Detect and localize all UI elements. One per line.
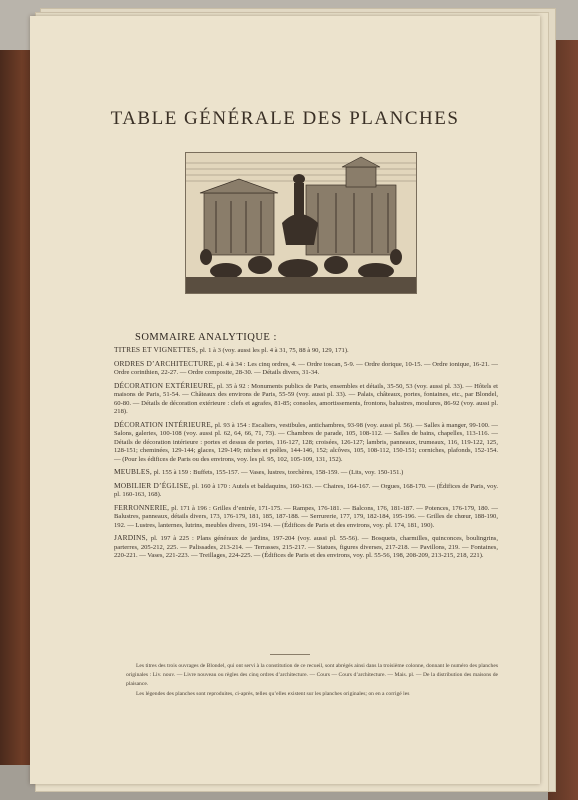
- footnote: Les titres des trois ouvrages de Blondel, qui ont servi à la constitution de ce recueil, sont abrégés ainsi dans la troisième colonne, donnant le numéro des planches originales : Liv. nouv. — Livre nouveau ou règles des cinq ordres d’architecture. — Cours — Cours d’architecture. — Mais. pl. — De la distribution des maisons de plaisance.: [126, 663, 498, 687]
- entry-text: pl. 171 à 196 : Grilles d’entrée, 171-175. — Rampes, 176-181. — Balcons, 176, 181-187. — Potences, 176-179, 180. — Balustres, panneaux, détails divers, 173, 176-179, 181, 185, 187-188. — Serrurerie, 177, 179, 182-184, 195-196. — Grilles de chœur, 188-190, 192. — Lustres, lanternes, lutrins, meubles divers, 191-194. — (Édifices de Paris et des environs, voy. pl. 174, 181, 190).: [114, 504, 498, 529]
- entry-text: pl. 155 à 159 : Buffets, 155-157. — Vases, lustres, torchères, 158-159. — (Lits, voy. 150-151.): [151, 469, 404, 476]
- entry-heading: MOBILIER D’ÉGLISE,: [114, 480, 191, 490]
- entry-decoration-exterieure: [114, 382, 498, 417]
- divider: [270, 654, 310, 655]
- entry-heading: MEUBLES,: [114, 467, 152, 476]
- document-page: [30, 16, 540, 784]
- entry-mobilier-eglise: [114, 482, 498, 500]
- entry-text: pl. 160 à 170 : Autels et baldaquins, 160-163. — Chaires, 164-167. — Orgues, 168-170. — (Édifices de Paris, voy. pl. 160-163, 168).: [114, 482, 498, 498]
- entry-heading: TITRES ET VIGNETTES,: [114, 345, 198, 354]
- summary-heading: SOMMAIRE ANALYTIQUE :: [135, 332, 277, 343]
- summary-entries: [114, 346, 498, 561]
- entry-text: pl. 1 à 3 (voy. aussi les pl. 4 à 31, 75, 88 à 90, 129, 171).: [198, 347, 349, 354]
- entry-decoration-interieure: [114, 421, 498, 465]
- page-title: TABLE GÉNÉRALE DES PLANCHES: [110, 108, 460, 129]
- footnote: Les légendes des planches sont reproduites, ci-après, telles qu’elles existent sur les planches originales; on en a corrigé les: [136, 691, 410, 697]
- entry-titres: [114, 346, 498, 356]
- entry-jardins: [114, 534, 498, 561]
- entry-heading: DÉCORATION EXTÉRIEURE,: [114, 380, 216, 390]
- entry-heading: DÉCORATION INTÉRIEURE,: [114, 419, 213, 429]
- entry-ferronnerie: [114, 504, 498, 531]
- entry-meubles: [114, 468, 498, 478]
- entry-text: pl. 4 à 34 : Les cinq ordres, 4. — Ordre toscan, 5-9. — Ordre dorique, 10-15. — Ordre ionique, 16-21. — Ordre corinthien, 22-27. — Ordre composite, 28-30. — Détails divers, 31-34.: [114, 360, 498, 376]
- entry-heading: ORDRES D’ARCHITECTURE,: [114, 358, 216, 368]
- engraving-vignette: [185, 152, 417, 294]
- entry-text: pl. 197 à 225 : Plans généraux de jardins, 197-204 (voy. aussi pl. 55-56). — Bosquets, charmilles, quinconces, boulingrins, parterres, 205-212, 225. — Palissades, 213-214. — Terrasses, 215-217. — Statues, figures diverses, 217-218. — Pavillons, 219. — Fontaines, 220-221. — Vases, 221-223. — Treillages, 224-225. — (Édifices de Paris et des environs, voy. pl. 55-56, 198, 208-209, 213-215, 218, 221).: [114, 535, 498, 559]
- entry-heading: FERRONNERIE,: [114, 502, 170, 512]
- engraving-image: [186, 153, 416, 293]
- entry-ordres: [114, 360, 498, 378]
- entry-heading: JARDINS,: [114, 533, 148, 542]
- footnotes: [126, 662, 498, 700]
- entry-text: pl. 35 à 92 : Monuments publics de Paris, ensembles et détails, 35-50, 53 (voy. aussi pl. 33). — Hôtels et maisons de Paris, 51-54. — Châteaux des environs de Paris, 55-59 (voy. aussi pl. 33). — Palais, châteaux, portes, fontaines, etc., par Blondel, 60-80. — Détails de décoration extérieure : clefs et agrafes, 81-85; consoles, amortissements, frontons, balustres, moulures, 86-92 (voy. aussi pl. 218).: [114, 382, 498, 415]
- entry-text: pl. 93 à 154 : Escaliers, vestibules, antichambres, 93-98 (voy. aussi pl. 56). — Salles à manger, 99-100. — Salons, galeries, 100-108 (voy. aussi pl. 62, 64, 66, 71, 73). — Chambres de parade, 105, 108-112. — Salles de bains, chapelles, 113-116. — Détails de décoration intérieure : portes et dessus de portes, 116-127, 128; croisées, 126-127; lambris, panneaux, trumeaux, 116, 119-122, 125, 128-151; cheminées, 129-144; glaces, 129-149; niches et poêles, 144-146, 152; alcôves, 105, 108-112, 150-151; corniches, plafonds, 152-154. — (Pour les édifices de Paris ou des environs, voy. les pl. 95, 102, 105-109, 131, 152).: [114, 421, 498, 463]
